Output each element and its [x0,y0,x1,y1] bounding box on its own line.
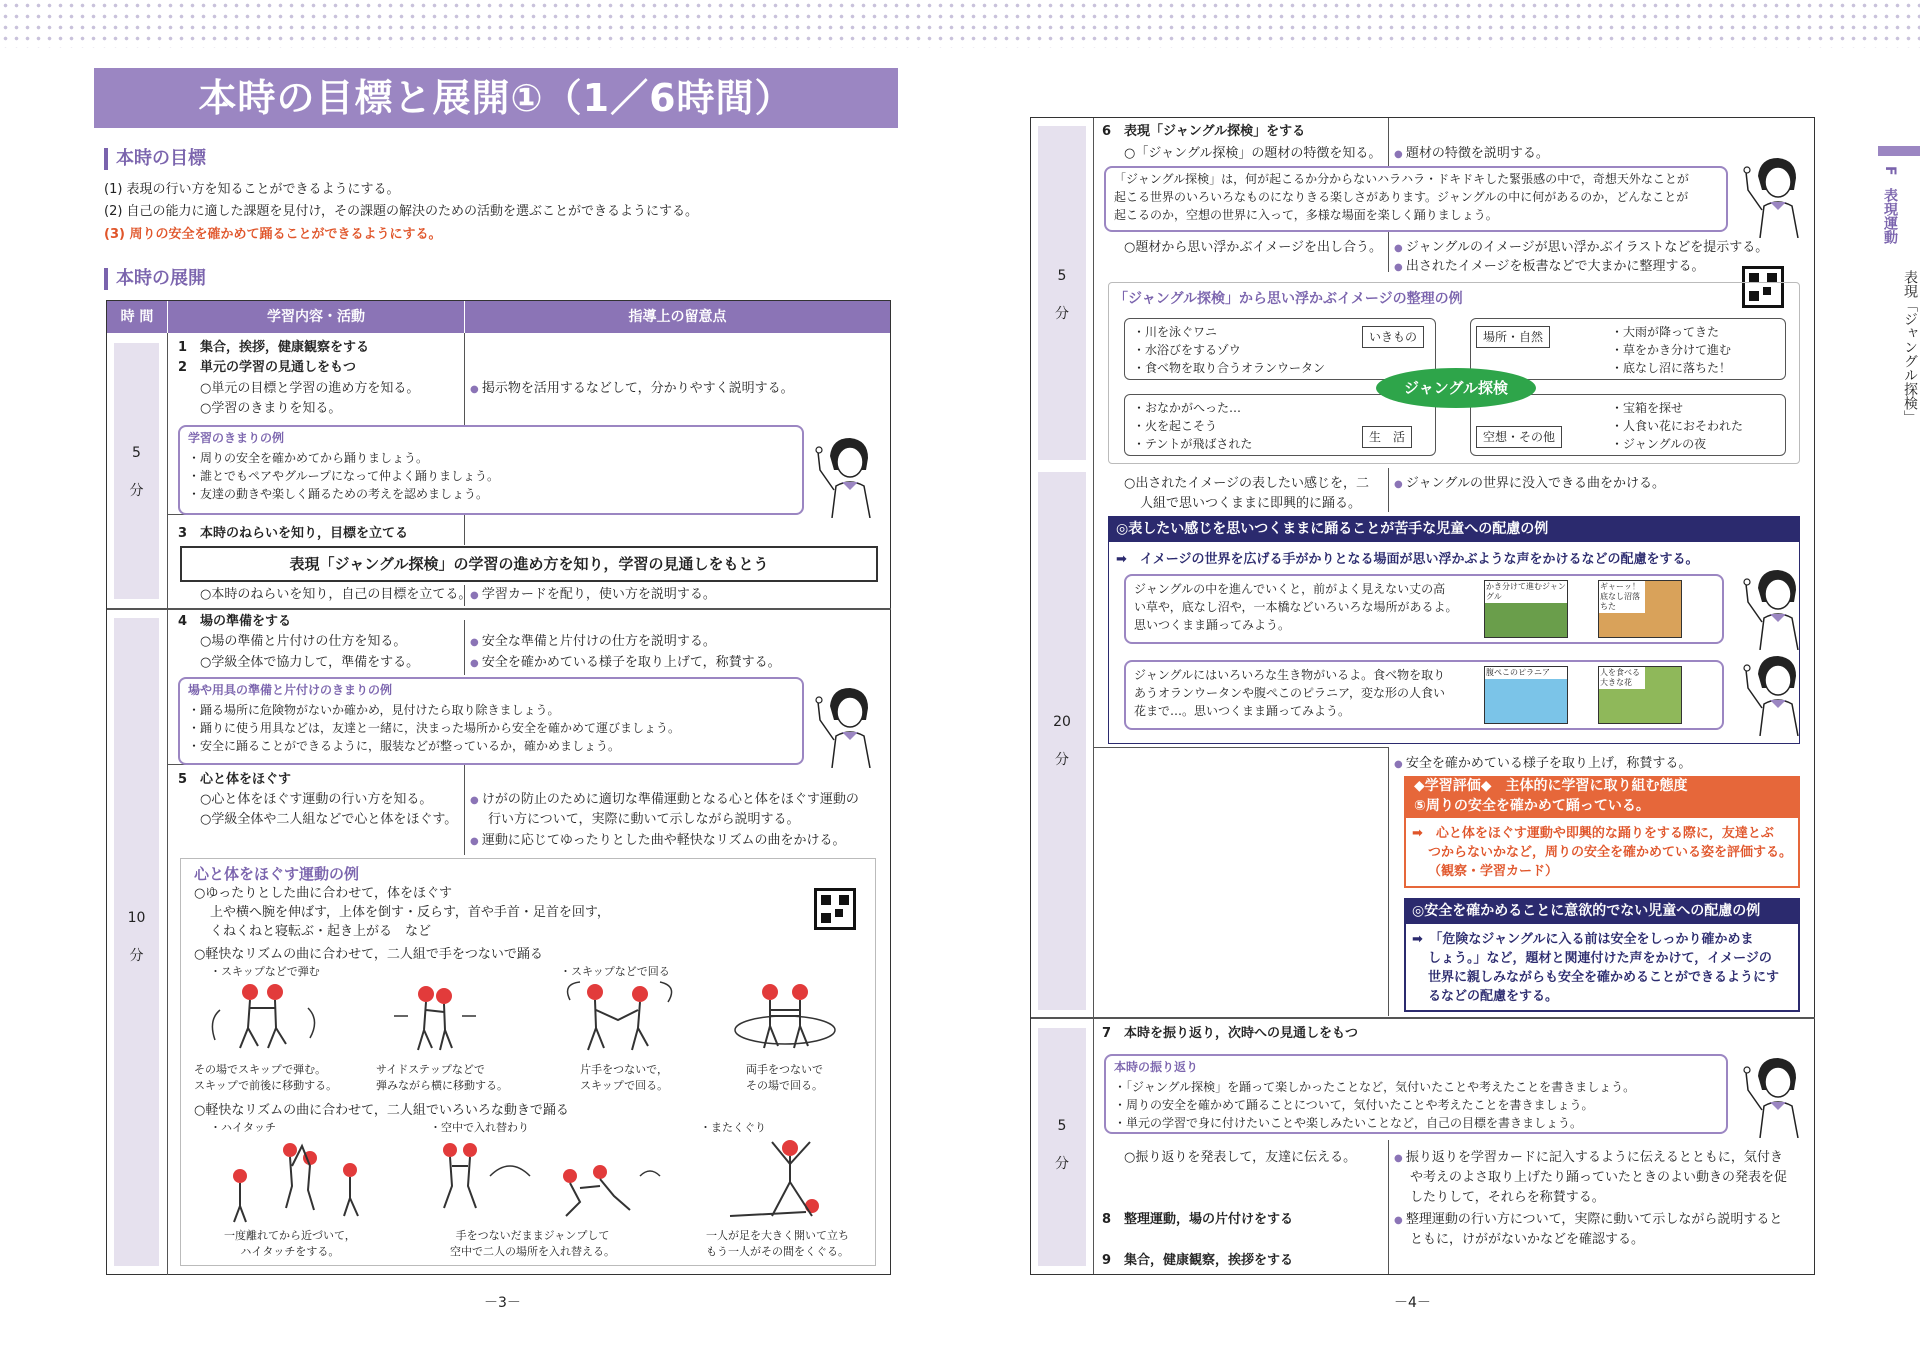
step-4a: ○場の準備と片付けの仕方を知る。 [200,634,407,649]
rules-line: ・友達の動きや楽しく踊るための考えを認めましょう。 [188,487,489,501]
note-3: ● 学習カードを配り，使い方を説明する。 [470,585,716,605]
step-7: 7 本時を振り返り，次時への見通しをもつ [1102,1026,1359,1041]
note-4a: ● 安全な準備と片付けの仕方を説明する。 [470,632,716,652]
reflection-title: 本時の振り返り [1114,1060,1199,1074]
note-7-line: ● 振り返りを学習カードに記入するように伝えるとともに，気付き [1394,1148,1783,1168]
time-cell-5min [1038,126,1086,460]
time-num: 20 [1053,714,1071,730]
pair-dance-illustration [560,980,680,1060]
exercise-line-5: ○軽快なリズムの曲に合わせて，二人組でいろいろな動きで踊る [194,1103,569,1118]
step-3a: ○本時のねらいを知り，自己の目標を立てる。 [200,587,472,602]
step-2b: ○学習のきまりを知る。 [200,401,342,416]
reflection-line: ・単元の学習で身に付けたいことや楽しみたいことなど，自己の目標を書きましょう。 [1114,1116,1583,1130]
swamp-image [1598,580,1682,638]
time-unit: 分 [1055,1156,1069,1172]
caption-6 [450,1228,615,1260]
side-index [1878,140,1920,460]
note-6b-1: ● ジャングルのイメージが思い浮かぶイラストなどを提示する。 [1394,238,1768,258]
side-category: 表現運動 [1882,188,1898,244]
side-index-bar [1878,146,1920,156]
bubble-line: 思いつくまま踊ってみよう。 [1134,618,1291,632]
caption-line: スキップで前後に移動する。 [194,1079,338,1092]
time-num: 5 [1057,1118,1067,1134]
desc-line: 「ジャングル探検」は，何が起こるか分からないハラハラ・ドキドキした緊張感の中で，奇想天外なことが [1114,172,1689,186]
note-7-line: したりして，それらを称賛する。 [1410,1190,1605,1205]
note-6b-2: ● 出されたイメージを板書などで大まかに整理する。 [1394,257,1705,277]
caption-4 [746,1062,823,1094]
side-title: 表現「ジャングル探検」 [1902,270,1918,424]
organizer-item: ・水浴びをするゾウ [1133,343,1241,357]
note-2: ● 掲示物を活用するなどして，分かりやすく説明する。 [470,379,794,399]
evaluation-line: （観察・学習カード） [1428,864,1559,879]
reflection-line: ・周りの安全を確かめて踊ることについて，気付いたことや考えたことを書きましょう。 [1114,1098,1594,1112]
organizer-item: ・底なし沼に落ちた！ [1611,361,1732,375]
organizer-item: ・おなかがへった… [1133,401,1242,415]
caption-2 [376,1062,508,1094]
organizer-item: ・川を泳ぐワニ [1133,325,1218,339]
swap-jump-illustration [430,1136,670,1226]
caption-7 [706,1228,849,1260]
caption-line: もう一人がその間をくぐる。 [706,1245,849,1258]
caption-line: 一度離れてから近づいて， [224,1229,356,1242]
goal-1: (1) 表現の行い方を知ることができるようにする。 [104,182,400,197]
caption-line: スキップで回る。 [580,1079,669,1092]
note-5b: ● 運動に応じてゆったりとした曲や軽快なリズムの曲をかける。 [470,831,846,851]
bubble-line: ジャングルにはいろいろな生き物がいるよ。食べ物を取り [1134,668,1446,682]
organizer-item: ・食べ物を取り合うオランウータン [1133,361,1326,375]
tag-life: 生 活 [1362,426,1412,448]
step-1: 1 集合，挨拶，健康観察をする [178,340,370,355]
note-7-line: や考えのよさ取り上げたり踊っていたときのよい動きの発表を促 [1410,1170,1788,1185]
reflection-line: ・「ジャングル探検」を踊って楽しかったことなど，気付いたことや考えたことを書きましょう。 [1114,1080,1636,1094]
prep-rules-line: ・安全に踊ることができるように，服装などが整っているか，確かめましょう。 [188,739,621,753]
skip-label-2: ・スキップなどで回る [560,965,670,978]
note-5a: ● けがの防止のために適切な準備運動となる心と体をほぐす運動の [470,790,859,810]
evaluation-title-line: ⑤周りの安全を確かめて踊っている。 [1414,798,1650,814]
exercise-line-3: くねくねと寝転ぶ・起き上がる など [210,924,432,939]
caption-line: 両手をつないで [746,1063,823,1076]
caption-line: その場でスキップで弾む。 [194,1063,327,1076]
prep-rules-line: ・踊りに使う用具などは，友達と一緒に，決まった場所から安全を確かめて運びましょう。 [188,721,681,735]
rules-callout [178,425,804,515]
side-letter: F [1882,166,1898,176]
move-label-3: ・またくぐり [700,1121,766,1134]
caption-1 [194,1062,337,1094]
goal-3: (3) 周りの安全を確かめて踊ることができるようにする。 [104,227,442,242]
tag-creatures: いきもの [1362,326,1424,348]
tag-fantasy: 空想・その他 [1476,426,1562,448]
teacher-illustration [1740,652,1810,736]
caption-line: 片手をつないで， [580,1063,668,1076]
teacher-illustration [812,684,882,768]
goals-heading: 本時の目標 [104,148,206,170]
page-number-left: －3－ [484,1295,521,1311]
header-time: 時 間 [107,301,167,333]
note-6c: ● ジャングルの世界に没入できる曲をかける。 [1394,474,1665,494]
teacher-illustration [1740,566,1810,650]
dotted-header-pattern [0,0,1920,48]
teacher-illustration [812,434,882,518]
note-8-line: ともに，けががないかなどを確認する。 [1410,1232,1645,1247]
time-cell-20min [1038,472,1086,1010]
step-2a: ○単元の目標と学習の進め方を知る。 [200,381,420,396]
prep-rules-title: 場や用具の準備と片付けのきまりの例 [188,683,393,697]
consideration-2-line: るなどの配慮をする。 [1428,989,1559,1004]
step-6c-line1: ○出されたイメージの表したい感じを，二 [1124,476,1369,491]
evaluation-title [1404,776,1800,818]
tenkai-heading: 本時の展開 [104,268,206,290]
caption-3 [580,1062,668,1094]
pair-dance-illustration [730,980,840,1060]
rules-title: 学習のきまりの例 [188,431,285,445]
image-caption: かき分けて進むジャングル [1486,582,1566,601]
desc-line: 起こる世界のいろいろなものになりきる楽しさがあります。ジャングルの中に何があるのか，どんなことが [1114,190,1689,204]
caption-5 [224,1228,356,1260]
exercise-line-1: ○ゆったりとした曲に合わせて，体をほぐす [194,886,452,901]
step-5a: ○心と体をほぐす運動の行い方を知る。 [200,792,433,807]
qr-code [814,888,856,930]
high-five-illustration [210,1136,370,1226]
organizer-item: ・火を起こそう [1133,419,1218,433]
step-4b: ○学級全体で協力して，準備をする。 [200,655,420,670]
time-cell-5min [114,343,159,599]
step-7a: ○振り返りを発表して，友達に伝える。 [1124,1150,1357,1165]
caption-line: その場で回る。 [746,1079,823,1092]
caption-line: 空中で二人の場所を入れ替える。 [450,1245,615,1258]
consideration-2-line: ➡ 「危険なジャングルに入る前は安全をしっかり確かめま [1412,932,1754,947]
organizer-item: ・ジャングルの夜 [1611,437,1707,451]
consideration-2-title: ◎安全を確かめることに意欲的でない児童への配慮の例 [1404,898,1800,924]
organizer-center: ジャングル探検 [1376,368,1536,408]
caption-line: ハイタッチをする。 [240,1245,340,1258]
page-title: 本時の目標と展開①（1／6時間） [94,68,898,128]
header-content: 学習内容・活動 [168,301,464,333]
bubble-line: あうオランウータンや腹ぺこのピラニア，変な形の人食い [1134,686,1446,700]
bubble-line: ジャングルの中を進んでいくと，前がよく見えない丈の高 [1134,582,1446,596]
evaluation-line: つからないかなど，周りの安全を確かめている姿を評価する。 [1428,845,1793,860]
evaluation-title-line: ◆学習評価◆ 主体的に学習に取り組む態度 [1414,778,1688,794]
goal-2: (2) 自己の能力に適した課題を見付け，その課題の解決のための活動を選ぶことができるようにする。 [104,204,699,219]
consideration-1-lead: ➡ イメージの世界を広げる手がかりとなる場面が思い浮かぶような声をかけるなどの配慮をする。 [1116,552,1699,567]
bubble-line: い草や，底なし沼や，一本橋などいろいろな場所があるよ。 [1134,600,1458,614]
image-caption: 人を食べる大きな花 [1599,667,1645,689]
pair-dance-illustration [390,980,480,1060]
consideration-2-line: 世界に親しみながらも安全を確かめることができるようにす [1428,970,1780,985]
page-number-right: －4－ [1394,1295,1431,1311]
time-unit: 分 [129,948,144,964]
step-9: 9 集合，健康観察，挨拶をする [1102,1253,1294,1268]
step-6b: ○題材から思い浮かぶイメージを出し合う。 [1124,240,1382,255]
time-unit: 分 [129,483,144,499]
teacher-illustration [1740,1054,1810,1138]
time-num: 5 [132,445,141,461]
move-label-2: ・空中で入れ替わり [430,1121,529,1134]
image-caption: ギャーッ！底なし沼落ちた [1599,581,1645,613]
prep-rules-callout [178,677,804,765]
step-6a: ○「ジャングル探検」の題材の特徴を知る。 [1124,146,1382,161]
time-unit: 分 [1055,752,1069,768]
time-num: 10 [127,910,146,926]
note-6d: ● 安全を確かめている様子を取り上げ，称賛する。 [1394,754,1691,774]
jungle-path-image [1484,580,1568,638]
step-3: 3 本時のねらいを知り，目標を立てる [178,526,409,541]
caption-line: サイドステップなどで [376,1063,485,1076]
caption-line: 手をつないだままジャンプして [455,1229,610,1242]
evaluation-line: ➡ 心と体をほぐす運動や即興的な踊りをする際に，友達とぶ [1412,826,1774,841]
image-caption: 腹ぺこのピラニア [1485,667,1567,679]
organizer-item: ・大雨が降ってきた [1611,325,1720,339]
lesson-aim: 表現「ジャングル探検」の学習の進め方を知り，学習の見通しをもとう [180,546,878,582]
desc-line: 起こるのか，空想の世界に入って，多様な場面を楽しく踊りましょう。 [1114,208,1498,222]
organizer-item: ・テントが飛ばされた [1133,437,1253,451]
caption-line: 一人が足を大きく開いて立ち [706,1229,849,1242]
note-5a-cont: 行い方について，実際に動いて示しながら説明する。 [488,812,800,827]
step-6c-line2: 人組で思いつくままに即興的に踊る。 [1140,496,1362,511]
time-cell-10min [114,618,159,1266]
crawl-under-illustration [720,1136,870,1226]
organizer-item: ・草をかき分けて進む [1611,343,1732,357]
prep-rules-line: ・踊る場所に危険物がないか確かめ，見付けたら取り除きましょう。 [188,703,560,717]
step-6: 6 表現「ジャングル探検」をする [1102,124,1306,139]
header-notes: 指導上の留意点 [465,301,890,333]
organizer-title: 「ジャングル探検」から思い浮かぶイメージの整理の例 [1114,291,1463,307]
theme-description-callout [1104,166,1728,232]
exercise-line-2: 上や横へ腕を伸ばす，上体を倒す・反らす，首や手首・足首を回す， [210,905,610,920]
step-5: 5 心と体をほぐす [178,772,292,787]
exercise-line-4: ○軽快なリズムの曲に合わせて，二人組で手をつないで踊る [194,947,543,962]
organizer-item: ・宝箱を探せ [1611,401,1684,415]
exercise-title: 心と体をほぐす運動の例 [194,865,360,883]
pair-dance-illustration [200,980,330,1060]
reflection-callout [1104,1054,1728,1134]
time-unit: 分 [1055,306,1069,322]
consideration-2-line: しょう。」など，題材と関連付けた声をかけて，イメージの [1428,951,1772,966]
teacher-illustration [1740,154,1810,238]
time-num: 5 [1057,268,1067,284]
step-8: 8 整理運動，場の片付けをする [1102,1212,1294,1227]
step-4: 4 場の準備をする [178,614,292,629]
step-2: 2 単元の学習の見通しをもつ [178,360,357,375]
note-4b: ● 安全を確かめている様子を取り上げて，称賛する。 [470,653,781,673]
organizer-item: ・人食い花におそわれた [1611,419,1744,433]
piranha-image [1484,666,1568,724]
tag-nature: 場所・自然 [1476,326,1550,348]
move-label-1: ・ハイタッチ [210,1121,276,1134]
skip-label-1: ・スキップなどで弾む [210,965,320,978]
consideration-1-title: ◎表したい感じを思いつくままに踊ることが苦手な児童への配慮の例 [1108,516,1800,542]
time-cell-5min [1038,1028,1086,1266]
step-5b: ○学級全体や二人組などで心と体をほぐす。 [200,812,458,827]
maneater-flower-image [1598,666,1682,724]
caption-line: 弾みながら横に移動する。 [376,1079,508,1092]
rules-line: ・誰とでもペアやグループになって仲よく踊りましょう。 [188,469,500,483]
bubble-line: 花まで…。思いつくまま踊ってみよう。 [1134,704,1351,718]
note-8-line: ● 整理運動の行い方について，実際に動いて示しながら説明すると [1394,1210,1782,1230]
rules-line: ・周りの安全を確かめてから踊りましょう。 [188,451,429,465]
note-6: ● 題材の特徴を説明する。 [1394,144,1549,164]
